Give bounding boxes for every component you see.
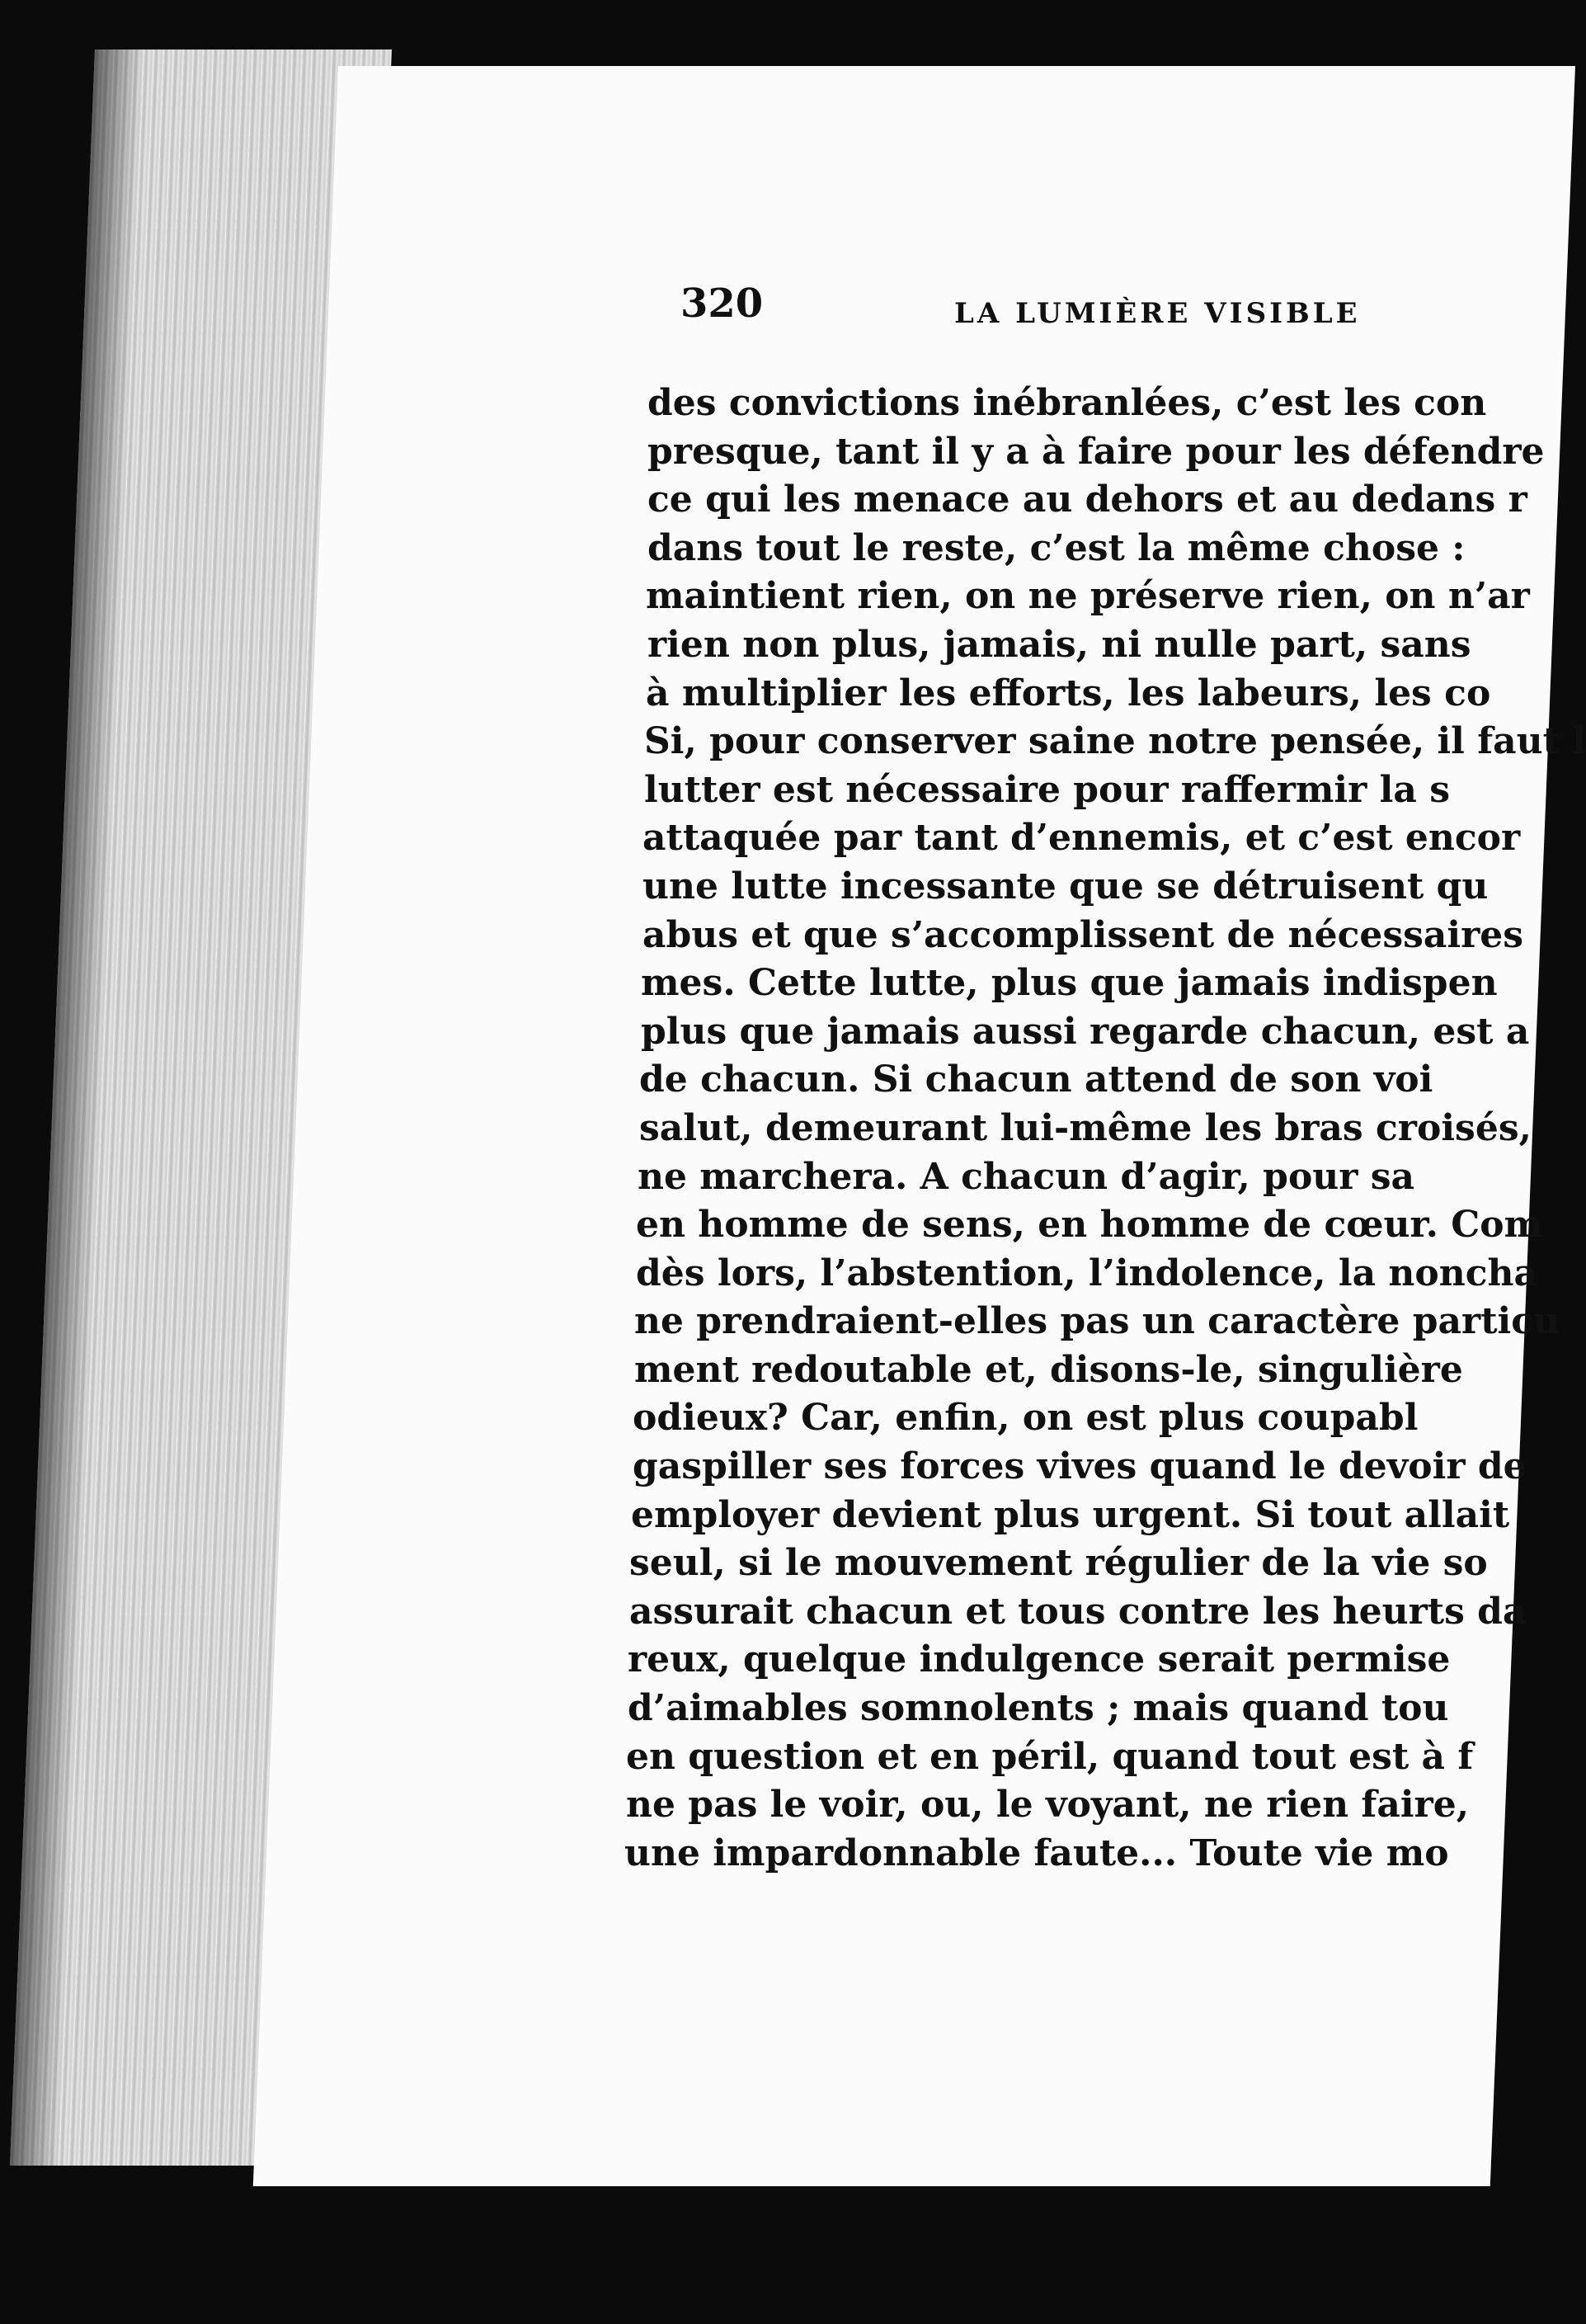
text-line: attaquée par tant d’ennemis, et c’est encor <box>642 817 1521 860</box>
text-line: seul, si le mouvement régulier de la vie so <box>629 1542 1488 1585</box>
text-line: ment redoutable et, disons-le, singulière <box>634 1348 1463 1391</box>
running-header <box>647 280 1555 346</box>
text-line: en homme de sens, en homme de cœur. Com <box>636 1204 1543 1247</box>
text-line: dans tout le reste, c’est la même chose : <box>647 526 1466 569</box>
text-line: mes. Cette lutte, plus que jamais indispen <box>641 962 1498 1005</box>
text-line: une impardonnable faute... Toute vie mo <box>624 1831 1449 1874</box>
text-line: salut, demeurant lui-même les bras croisés, <box>639 1106 1532 1149</box>
running-title: LA LUMIÈRE VISIBLE <box>954 297 1361 330</box>
text-line: presque, tant il y a à faire pour les défendre <box>647 430 1545 473</box>
body-text <box>624 379 1586 1878</box>
text-line: une lutte incessante que se détruisent qu <box>642 865 1489 907</box>
text-line: de chacun. Si chacun attend de son voi <box>639 1058 1433 1101</box>
text-line: gaspiller ses forces vives quand le devoir de <box>633 1445 1527 1488</box>
text-line: maintient rien, on ne préserve rien, on n’ar <box>646 575 1530 618</box>
text-line: employer devient plus urgent. Si tout allait <box>631 1493 1510 1536</box>
text-line: odieux? Car, enfin, on est plus coupabl <box>633 1397 1419 1440</box>
text-line: ne pas le voir, ou, le voyant, ne rien faire, <box>626 1784 1470 1827</box>
text-line: plus que jamais aussi regarde chacun, est a <box>641 1010 1530 1053</box>
text-line: Si, pour conserver saine notre pensée, il faut l <box>644 720 1586 763</box>
page-content <box>624 280 1586 1878</box>
text-line: d’aimables somnolents ; mais quand tou <box>628 1687 1449 1730</box>
text-line: assurait chacun et tous contre les heurts da <box>629 1590 1527 1633</box>
text-line: abus et que s’accomplissent de nécessaires <box>642 913 1524 956</box>
text-line: dès lors, l’abstention, l’indolence, la noncha <box>636 1252 1538 1294</box>
text-line: ne prendraient-elles pas un caractère particu <box>634 1300 1560 1343</box>
text-line: ne marchera. A chacun d’agir, pour sa <box>638 1155 1415 1198</box>
page-number: 320 <box>680 280 764 327</box>
text-line: en question et en péril, quand tout est à f <box>626 1735 1474 1778</box>
text-line: ce qui les menace au dehors et au dedans r <box>647 478 1527 521</box>
text-line: reux, quelque indulgence serait permise <box>628 1638 1451 1681</box>
text-line: à multiplier les efforts, les labeurs, les co <box>646 672 1491 714</box>
text-line: rien non plus, jamais, ni nulle part, sans <box>647 623 1471 666</box>
text-line: lutter est nécessaire pour raffermir la s <box>644 768 1450 811</box>
text-line: des convictions inébranlées, c’est les con <box>647 382 1487 424</box>
